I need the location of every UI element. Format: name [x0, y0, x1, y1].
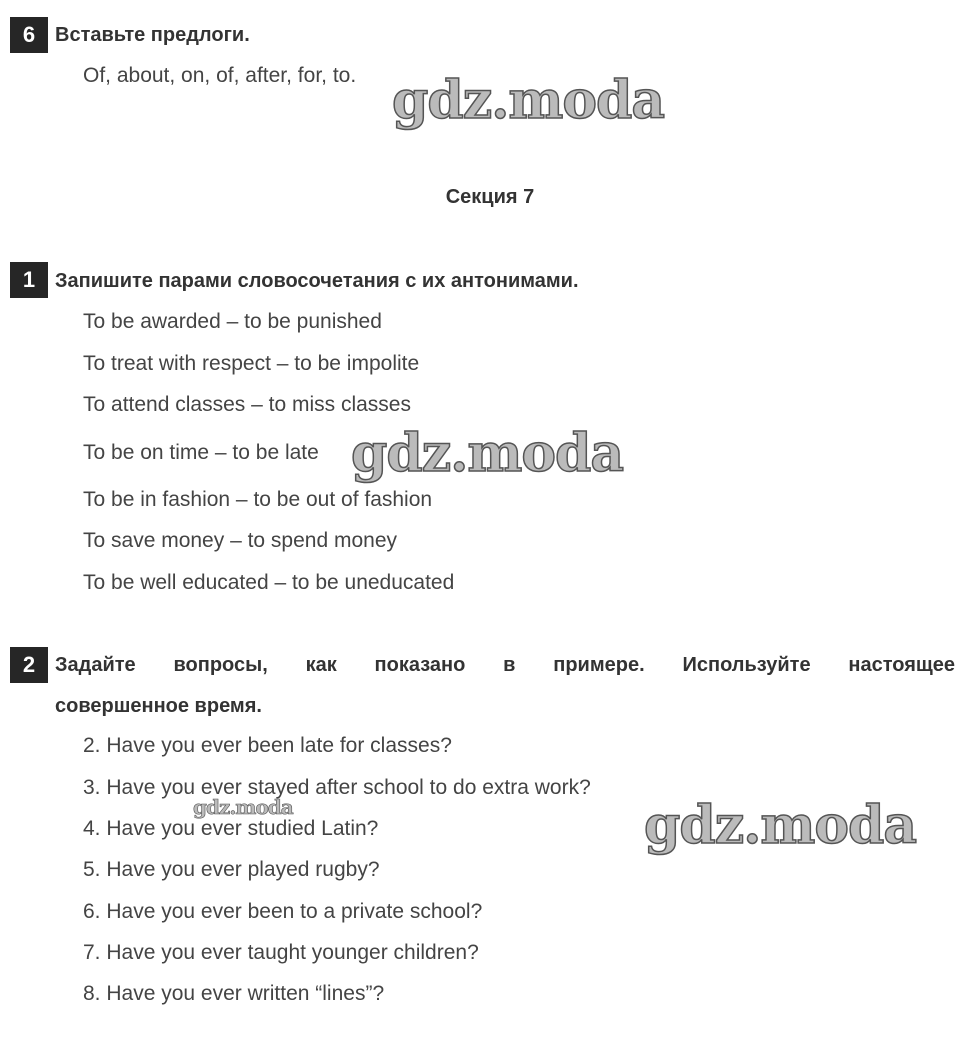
watermark: gdz.moda — [193, 795, 293, 819]
answer-line: 7. Have you ever taught younger children? — [83, 941, 479, 964]
task-number-badge: 1 — [10, 262, 48, 298]
answer-line: Of, about, on, of, after, for, to. — [83, 64, 357, 87]
watermark: gdz.moda — [644, 795, 917, 856]
answer-line: 3. Have you ever stayed after school to do extra work? — [83, 776, 591, 799]
task-number-badge: 2 — [10, 647, 48, 683]
answer-line: To be well educated – to be uneducated — [83, 571, 455, 594]
task-number-badge: 6 — [10, 17, 48, 53]
answer-line: To be awarded – to be punished — [83, 310, 382, 333]
answer-line: To save money – to spend money — [83, 529, 398, 552]
watermark: gdz.moda — [351, 423, 624, 484]
answer-line: To be on time – to be late — [83, 441, 319, 464]
task-heading: Вставьте предлоги. — [55, 24, 250, 46]
answer-line: 6. Have you ever been to a private school? — [83, 900, 483, 923]
answer-line: To attend classes – to miss classes — [83, 393, 411, 416]
watermark: gdz.moda — [392, 70, 665, 131]
task-heading: Задайте вопросы, как показано в примере. Используйте настоящее — [55, 654, 955, 676]
answer-line: 5. Have you ever played rugby? — [83, 858, 380, 881]
section-title: Секция 7 — [445, 186, 535, 208]
answer-line: 2. Have you ever been late for classes? — [83, 734, 452, 757]
task-heading-continued: совершенное время. — [55, 695, 262, 717]
answer-line: 4. Have you ever studied Latin? — [83, 817, 379, 840]
answer-line: To treat with respect – to be impolite — [83, 352, 420, 375]
answer-line: 8. Have you ever written “lines”? — [83, 982, 385, 1005]
task-heading: Запишите парами словосочетания с их антонимами. — [55, 270, 579, 292]
answer-line: To be in fashion – to be out of fashion — [83, 488, 433, 511]
